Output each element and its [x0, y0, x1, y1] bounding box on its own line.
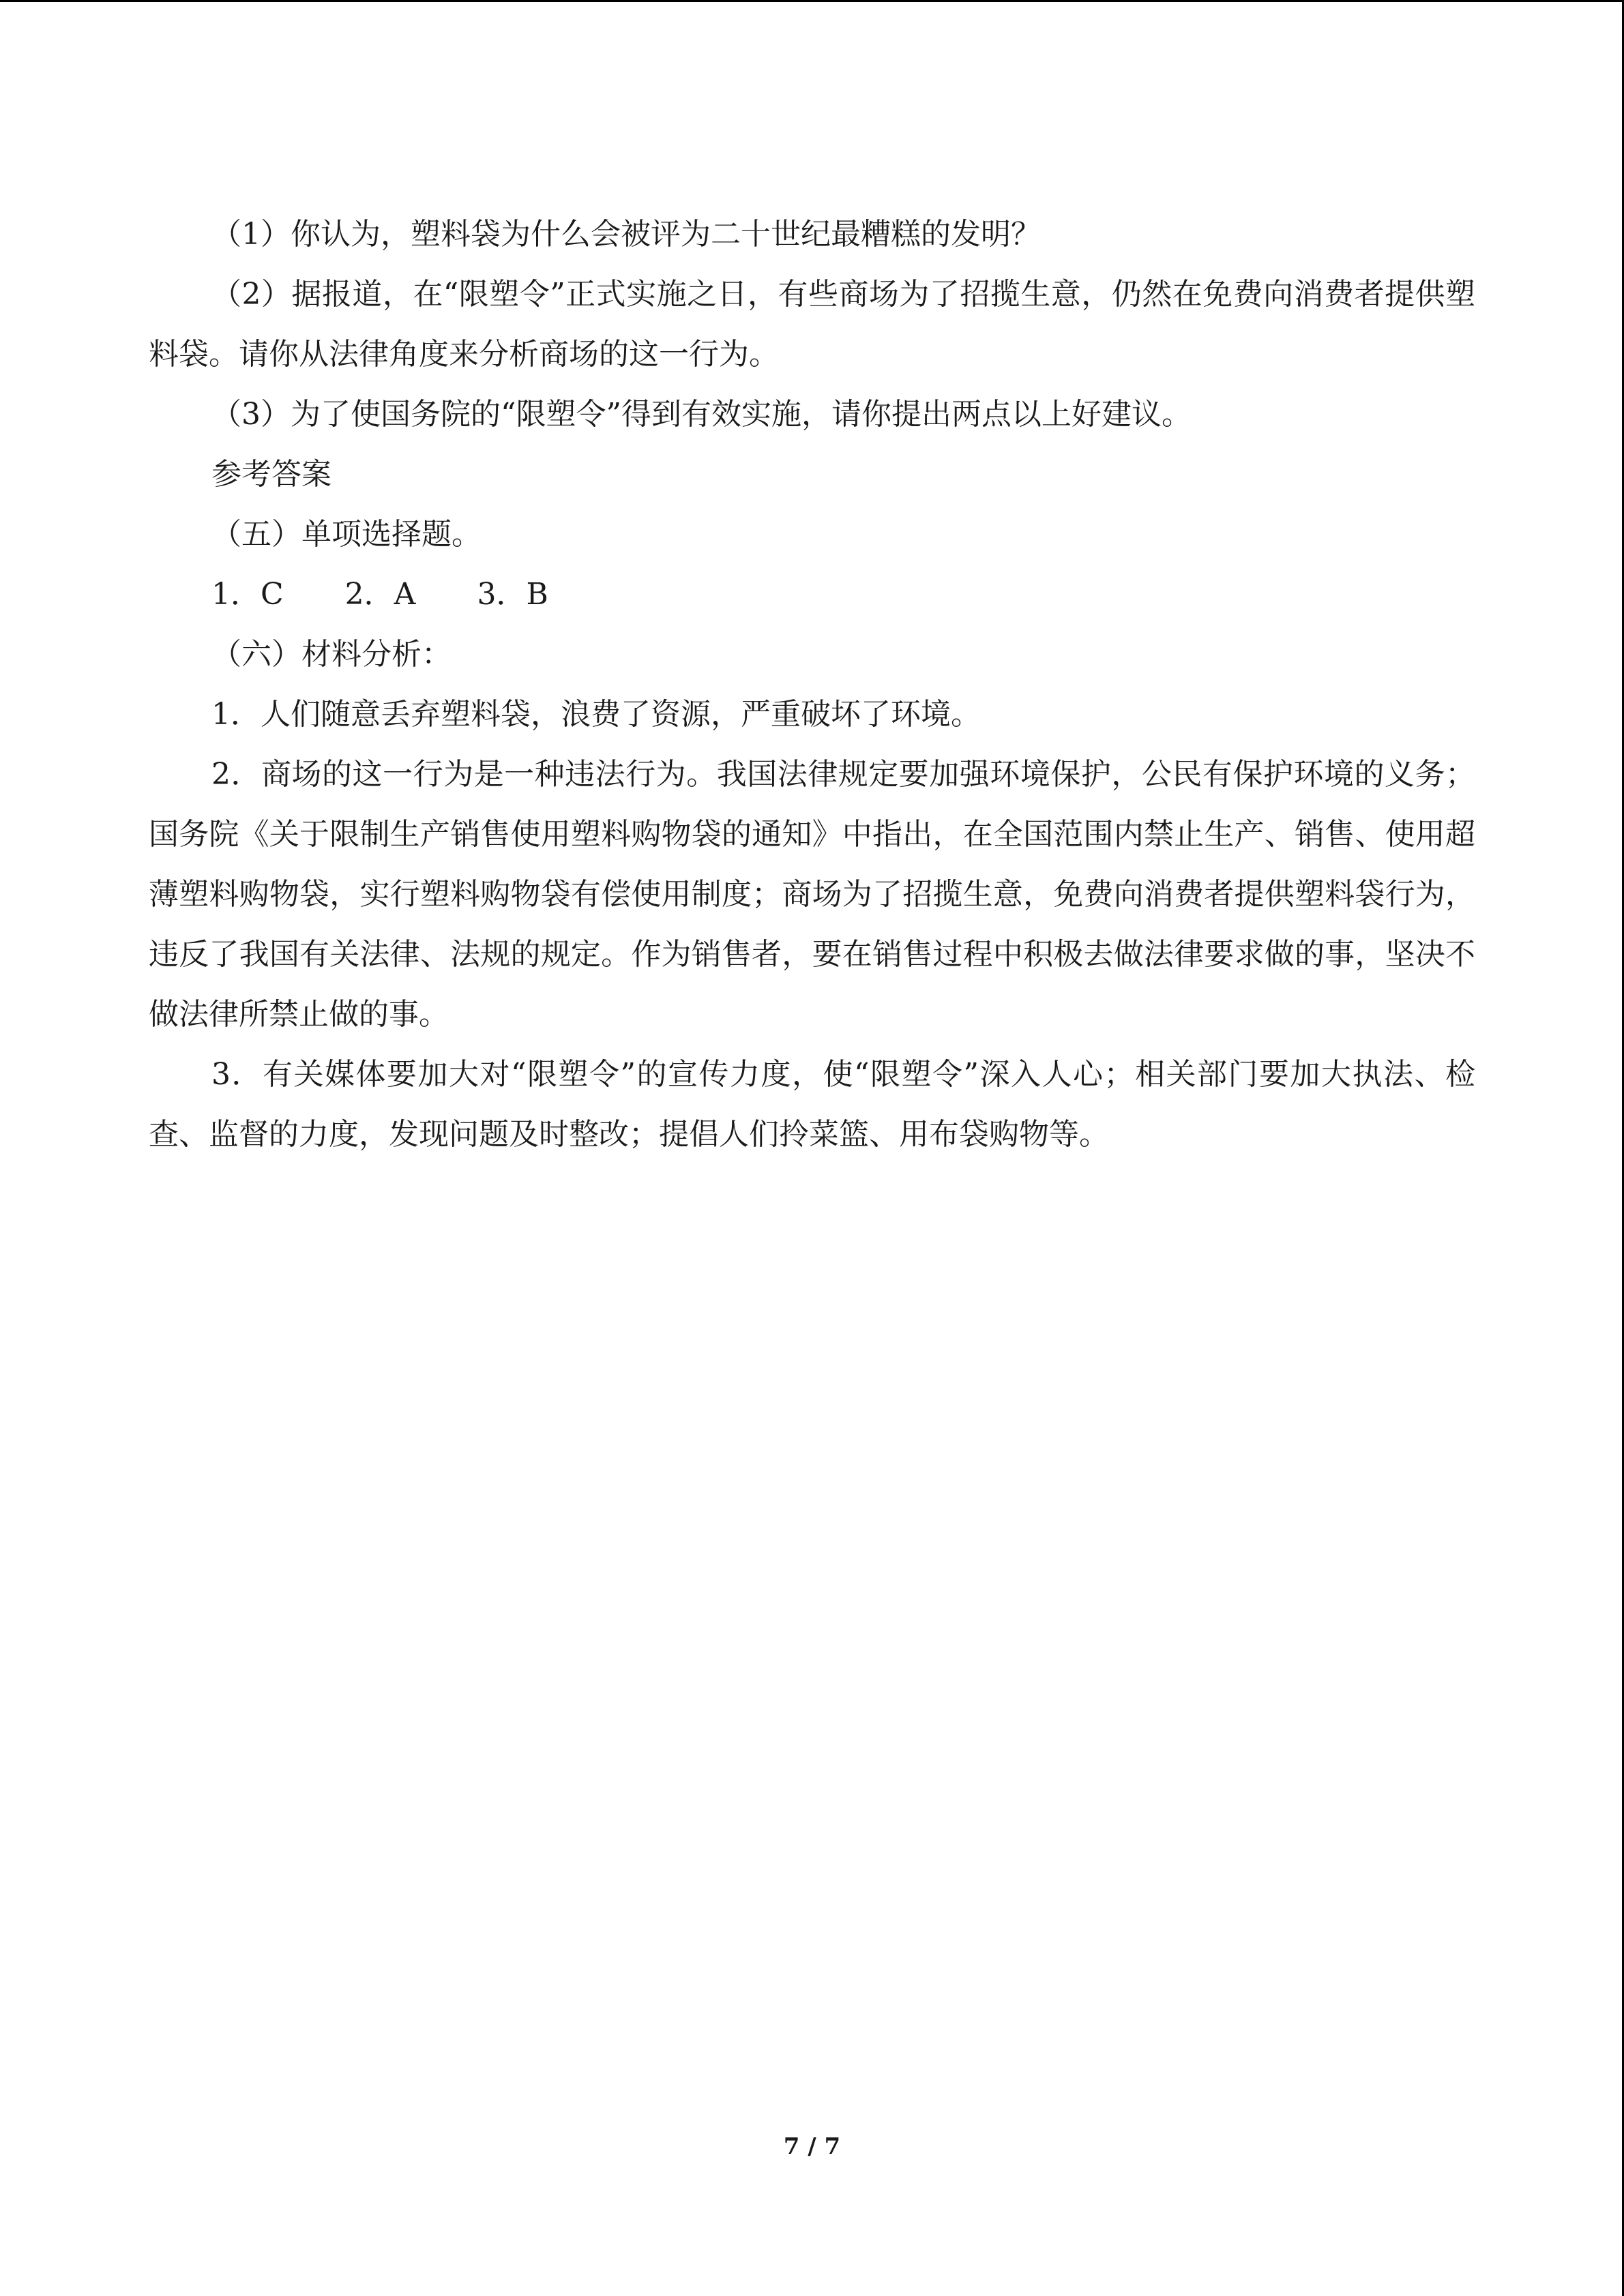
choice-answer-1: 1．C — [211, 577, 284, 612]
question-2: （2）据报道，在“限塑令”正式实施之日，有些商场为了招揽生意，仍然在免费向消费者提供塑料袋。请你从法律角度来分析商场的这一行为。 — [149, 277, 1475, 372]
answer-heading: 参考答案 — [211, 457, 331, 492]
analysis-answer-2: 2．商场的这一行为是一种违法行为。我国法律规定要加强环境保护，公民有保护环境的义务；国务院《关于限制生产销售使用塑料购物袋的通知》中指出，在全国范围内禁止生产、销售、使用超薄塑料购物袋，实行塑料购物袋有偿使用制度；商场为了招揽生意，免费向消费者提供塑料袋行为，违反了我国有关法律、法规的规定。作为销售者，要在销售过程中积极去做法律要求做的事，坚决不做法律所禁止做的事。 — [149, 757, 1475, 1032]
question-3: （3）为了使国务院的“限塑令”得到有效实施，请你提出两点以上好建议。 — [211, 397, 1192, 432]
page-border-top — [0, 0, 1624, 2]
question-1: （1）你认为，塑料袋为什么会被评为二十世纪最糟糕的发明？ — [211, 217, 1041, 252]
document-body — [149, 205, 1475, 1165]
analysis-answer-3: 3．有关媒体要加大对“限塑令”的宣传力度，使“限塑令”深入人心；相关部门要加大执法、检查、监督的力度，发现问题及时整改；提倡人们拎菜篮、用布袋购物等。 — [149, 1057, 1475, 1152]
analysis-answer-1: 1．人们随意丢弃塑料袋，浪费了资源，严重破坏了环境。 — [211, 697, 981, 732]
choice-answers — [149, 565, 1475, 625]
choice-answer-2: 2．A — [344, 577, 416, 612]
choice-answer-3: 3．B — [477, 577, 548, 612]
section-5-heading: （五）单项选择题。 — [211, 517, 482, 552]
section-6-heading: （六）材料分析： — [211, 637, 452, 672]
page-number: 7 / 7 — [783, 2133, 841, 2160]
